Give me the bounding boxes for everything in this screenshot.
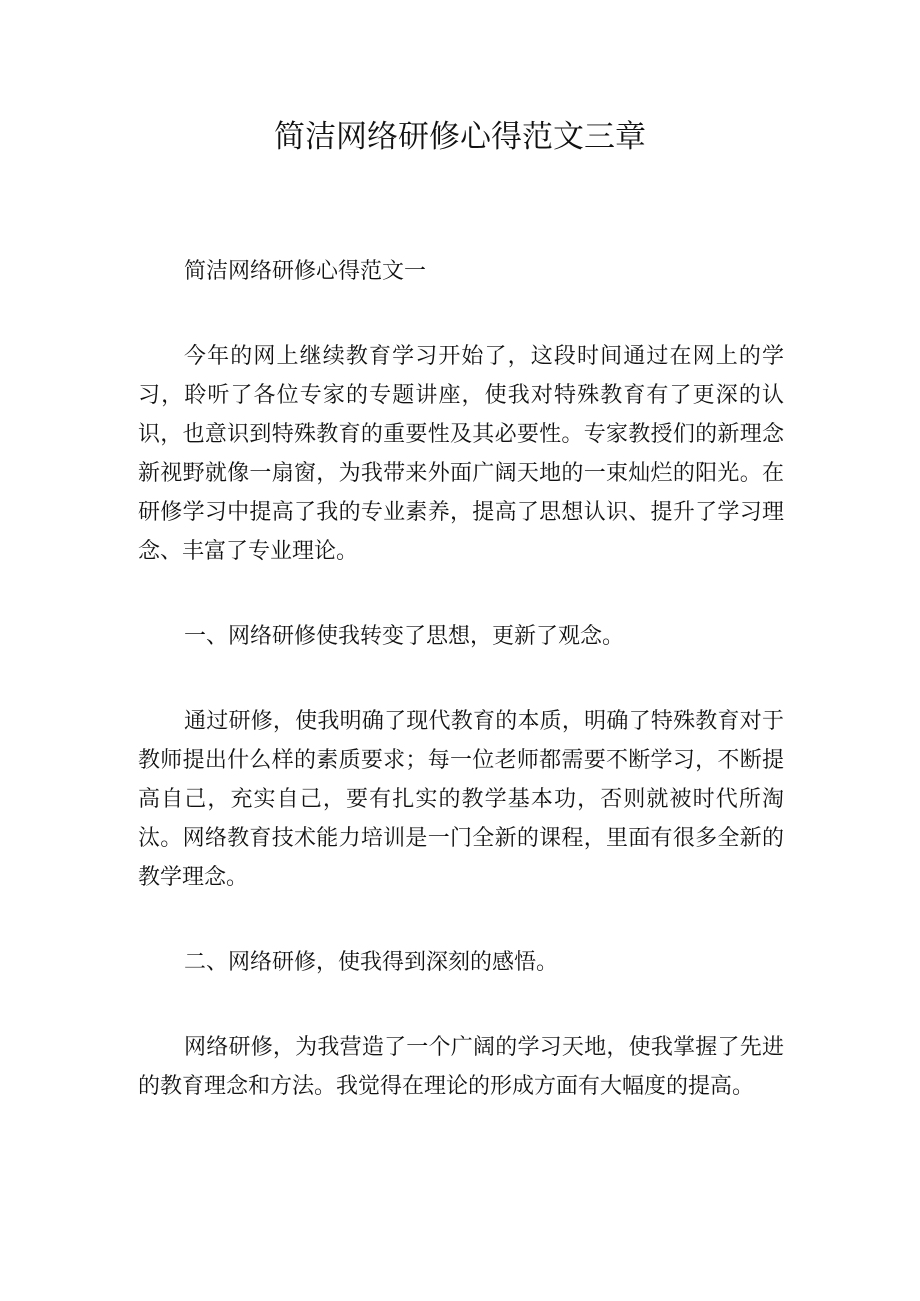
section-heading-3: 二、网络研修，使我得到深刻的感悟。 [184, 950, 559, 975]
section-heading-1: 简洁网络研修心得范文一 [184, 259, 427, 284]
document-title: 简洁网络研修心得范文三章 [274, 119, 646, 155]
body-paragraph: 通过研修，使我明确了现代教育的本质，明确了特殊教育对于教师提出什么样的素质要求；每一位老师都需要不断学习，不断提高自己，充实自己，要有扎实的教学基本功，否则就被时代所淘汰。网络教育技术能力培训是一门全新的课程，里面有很多全新的教学理念。 [138, 709, 784, 890]
section-heading-2: 一、网络研修使我转变了思想，更新了观念。 [184, 624, 625, 649]
body-paragraph: 今年的网上继续教育学习开始了，这段时间通过在网上的学习，聆听了各位专家的专题讲座，使我对特殊教育有了更深的认识，也意识到特殊教育的重要性及其必要性。专家教授们的新理念新视野就像一扇窗，为我带来外面广阔天地的一束灿烂的阳光。在研修学习中提高了我的专业素养，提高了思想认识、提升了学习理念、丰富了专业理论。 [138, 344, 784, 564]
body-paragraph: 网络研修，为我营造了一个广阔的学习天地，使我掌握了先进的教育理念和方法。我觉得在理论的形成方面有大幅度的提高。 [138, 1035, 784, 1099]
document-body [138, 252, 784, 1152]
